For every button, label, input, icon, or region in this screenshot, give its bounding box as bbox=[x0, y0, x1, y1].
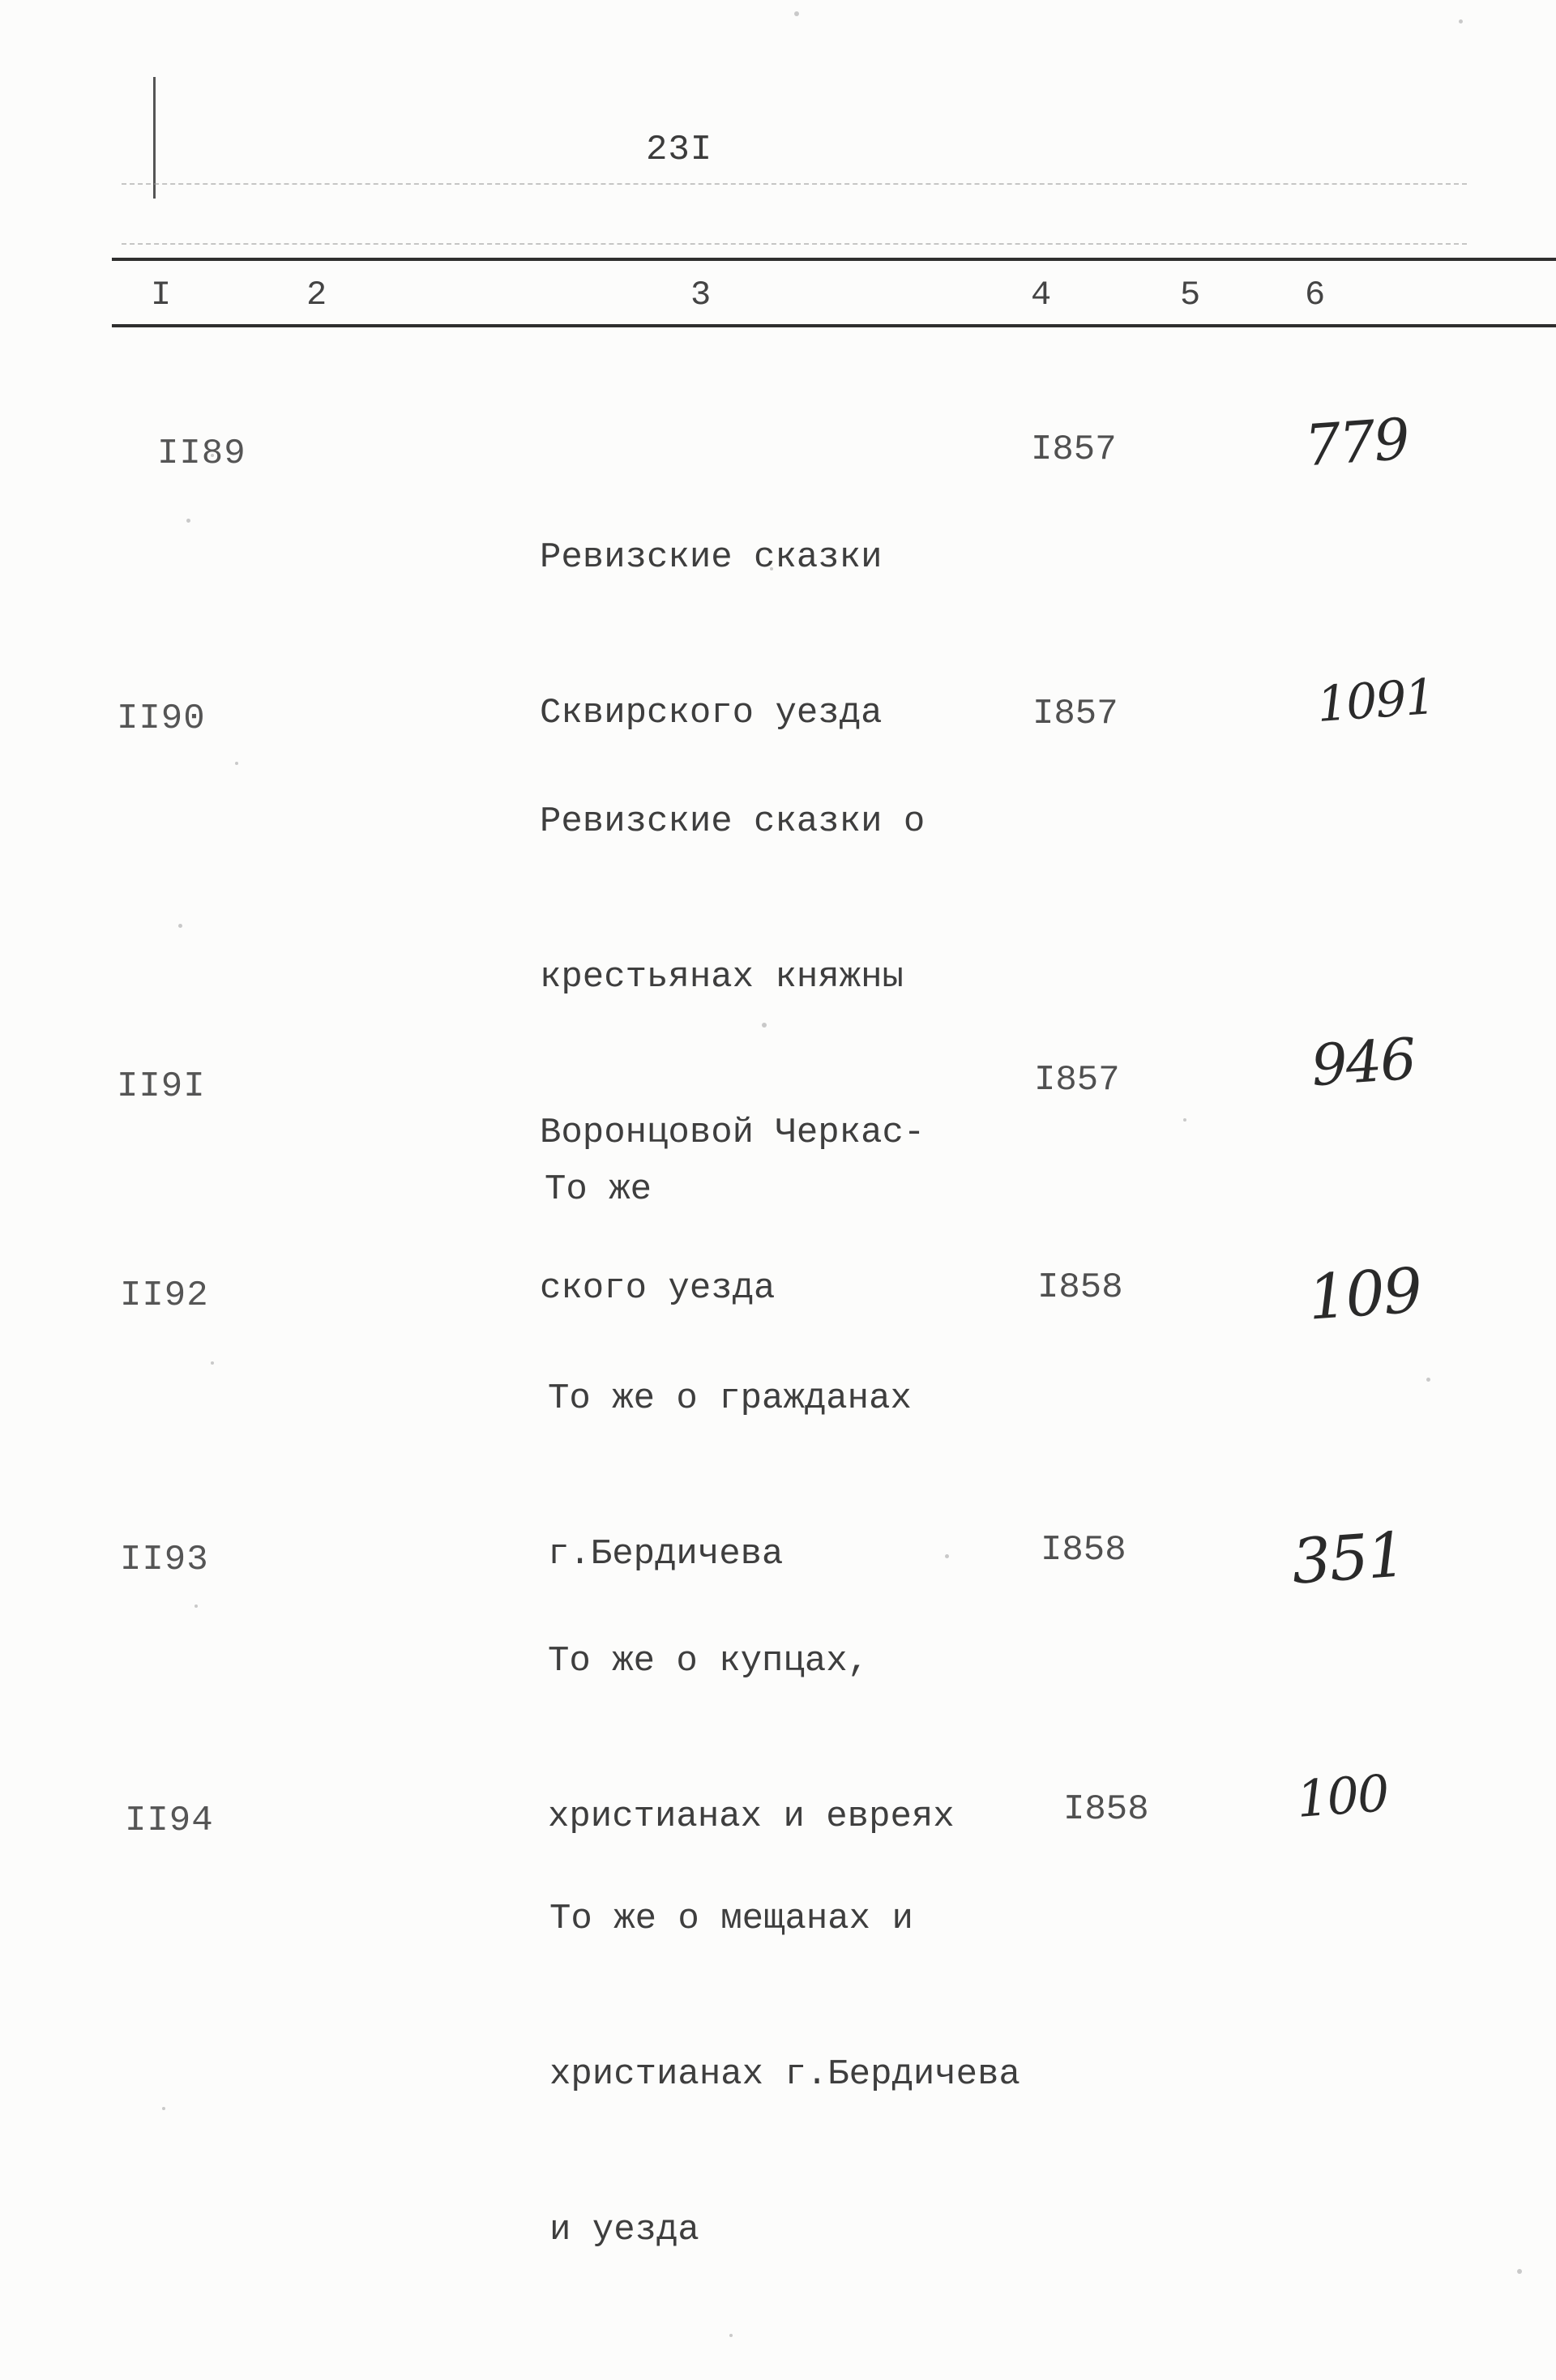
sheet-count-handwritten: 100 bbox=[1294, 1763, 1390, 1829]
sheet-count-handwritten: 351 bbox=[1289, 1518, 1407, 1598]
page-number: 23I bbox=[646, 130, 713, 170]
file-title-line: Ревизские сказки bbox=[540, 537, 883, 578]
scan-speck bbox=[762, 1023, 767, 1028]
scan-speck bbox=[729, 2334, 733, 2337]
file-number: II89 bbox=[157, 434, 246, 474]
file-year: I857 bbox=[1031, 429, 1117, 470]
scan-speck bbox=[211, 1361, 214, 1365]
sheet-count-handwritten: 946 bbox=[1309, 1025, 1417, 1100]
scan-speck bbox=[235, 762, 238, 765]
scan-speck bbox=[1517, 2269, 1522, 2274]
column-header-3: 3 bbox=[690, 276, 712, 314]
sheet-count-handwritten: 1091 bbox=[1314, 669, 1436, 733]
scan-speck bbox=[162, 2107, 165, 2110]
file-title-line: То же bbox=[545, 1169, 652, 1210]
file-title-line: Ревизские сказки о bbox=[540, 801, 925, 842]
scan-speck bbox=[1459, 19, 1463, 24]
scan-speck bbox=[770, 567, 773, 570]
sheet-count-handwritten: 109 bbox=[1306, 1254, 1423, 1334]
file-title-line: и уезда bbox=[549, 2210, 699, 2250]
file-title-line: крестьянах княжны bbox=[540, 957, 904, 998]
sheet-count-handwritten: 779 bbox=[1302, 405, 1411, 480]
dashed-divider bbox=[122, 243, 1467, 245]
file-title-line: То же о гражданах bbox=[548, 1378, 912, 1419]
file-number: II90 bbox=[117, 699, 206, 739]
scan-speck bbox=[211, 454, 214, 457]
file-title-line: ского уезда bbox=[540, 1268, 776, 1309]
column-header-2: 2 bbox=[306, 276, 327, 314]
file-title-line: Сквирского уезда bbox=[540, 693, 883, 733]
column-header-4: 4 bbox=[1031, 276, 1052, 314]
file-number: II9I bbox=[117, 1066, 206, 1107]
file-title-line: г.Бердичева bbox=[548, 1534, 784, 1575]
file-title bbox=[549, 1789, 1020, 2360]
file-title-line: То же о купцах, bbox=[548, 1641, 870, 1681]
header-bottom-rule bbox=[112, 324, 1556, 327]
file-title-line: христианах г.Бердичева bbox=[549, 2054, 1020, 2095]
scan-speck bbox=[1426, 1378, 1430, 1382]
column-header-1: I bbox=[151, 276, 172, 314]
file-number: II92 bbox=[120, 1275, 209, 1316]
file-title-line: христианах и евреях bbox=[548, 1797, 955, 1837]
scan-speck bbox=[186, 519, 190, 523]
file-year: I857 bbox=[1032, 694, 1118, 734]
column-header-5: 5 bbox=[1180, 276, 1201, 314]
file-year: I858 bbox=[1063, 1789, 1149, 1830]
file-number: II93 bbox=[120, 1540, 209, 1580]
file-year: I858 bbox=[1041, 1530, 1126, 1570]
header-top-rule bbox=[112, 258, 1556, 261]
scan-speck bbox=[794, 11, 799, 16]
scan-speck bbox=[194, 1604, 198, 1608]
scan-speck bbox=[945, 1554, 949, 1558]
margin-line bbox=[153, 77, 156, 199]
scan-speck bbox=[1183, 1118, 1186, 1122]
dashed-divider bbox=[122, 183, 1467, 185]
scan-speck bbox=[178, 924, 182, 928]
file-number: II94 bbox=[125, 1801, 214, 1841]
file-year: I858 bbox=[1037, 1267, 1123, 1308]
column-header-6: 6 bbox=[1305, 276, 1326, 314]
file-title-line: То же о мещанах и bbox=[549, 1899, 913, 1939]
file-year: I857 bbox=[1034, 1060, 1120, 1100]
file-title-line: Воронцовой Черкас- bbox=[540, 1113, 925, 1153]
